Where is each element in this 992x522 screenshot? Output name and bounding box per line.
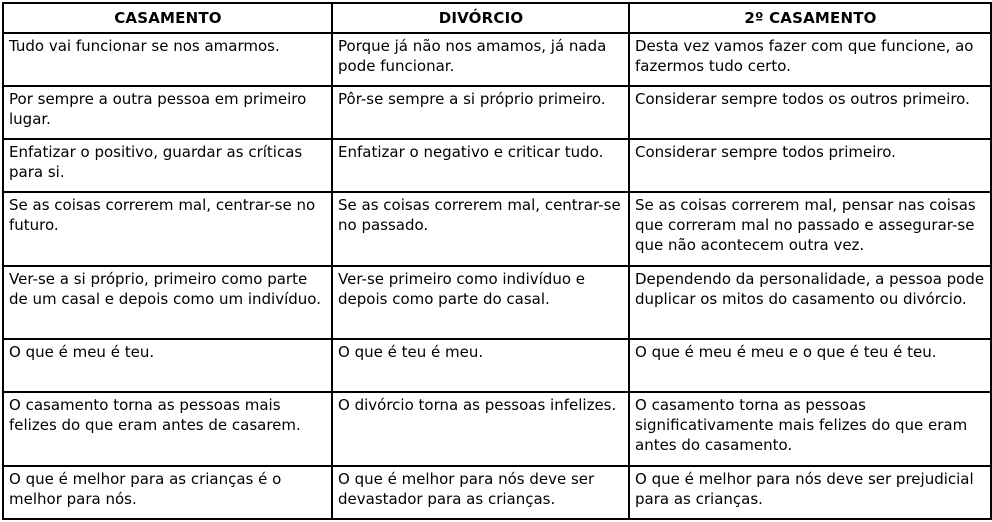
table-cell: Considerar sempre todos primeiro. <box>629 139 991 192</box>
table-row <box>3 266 991 340</box>
header-row <box>3 3 991 33</box>
table-cell: Dependendo da personalidade, a pessoa pode duplicar os mitos do casamento ou divórcio. <box>629 266 991 340</box>
header-divorcio: DIVÓRCIO <box>332 3 629 33</box>
table-row <box>3 339 991 392</box>
table-cell: Considerar sempre todos os outros primeiro. <box>629 86 991 139</box>
table-cell: Pôr-se sempre a si próprio primeiro. <box>332 86 629 139</box>
table-cell: Tudo vai funcionar se nos amarmos. <box>3 33 332 86</box>
table-row <box>3 192 991 266</box>
table-row <box>3 466 991 519</box>
header-casamento: CASAMENTO <box>3 3 332 33</box>
table-cell: Ver-se primeiro como indivíduo e depois como parte do casal. <box>332 266 629 340</box>
table-cell: O que é melhor para nós deve ser prejudicial para as crianças. <box>629 466 991 519</box>
table-row <box>3 392 991 466</box>
table-cell: Porque já não nos amamos, já nada pode funcionar. <box>332 33 629 86</box>
table-cell: O casamento torna as pessoas significativamente mais felizes do que eram antes do casamento. <box>629 392 991 466</box>
comparison-table-container <box>2 2 990 520</box>
header-segundo-casamento: 2º CASAMENTO <box>629 3 991 33</box>
table-cell: O casamento torna as pessoas mais felizes do que eram antes de casarem. <box>3 392 332 466</box>
table-cell: O divórcio torna as pessoas infelizes. <box>332 392 629 466</box>
table-row <box>3 139 991 192</box>
table-cell: Por sempre a outra pessoa em primeiro lugar. <box>3 86 332 139</box>
table-cell: Enfatizar o negativo e criticar tudo. <box>332 139 629 192</box>
comparison-table <box>2 2 992 520</box>
table-row <box>3 33 991 86</box>
table-cell: O que é meu é teu. <box>3 339 332 392</box>
table-cell: Desta vez vamos fazer com que funcione, ao fazermos tudo certo. <box>629 33 991 86</box>
table-cell: Se as coisas correrem mal, pensar nas coisas que correram mal no passado e assegurar-se que não acontecem outra vez. <box>629 192 991 266</box>
table-cell: Ver-se a si próprio, primeiro como parte de um casal e depois como um indivíduo. <box>3 266 332 340</box>
table-cell: Enfatizar o positivo, guardar as críticas para si. <box>3 139 332 192</box>
table-cell: Se as coisas correrem mal, centrar-se no futuro. <box>3 192 332 266</box>
table-cell: O que é teu é meu. <box>332 339 629 392</box>
table-cell: O que é meu é meu e o que é teu é teu. <box>629 339 991 392</box>
table-cell: Se as coisas correrem mal, centrar-se no passado. <box>332 192 629 266</box>
table-row <box>3 86 991 139</box>
table-cell: O que é melhor para nós deve ser devastador para as crianças. <box>332 466 629 519</box>
table-cell: O que é melhor para as crianças é o melhor para nós. <box>3 466 332 519</box>
